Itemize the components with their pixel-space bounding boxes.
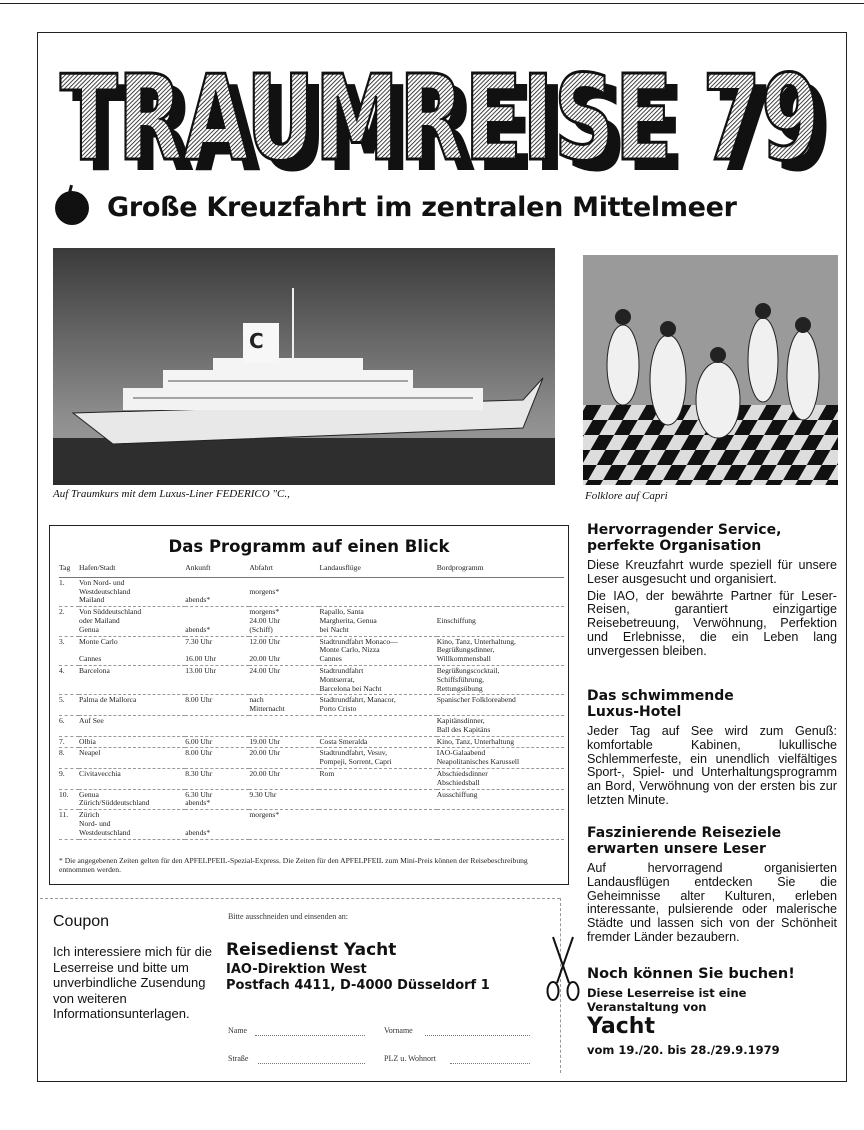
cell-ankunft: 6.30 Uhr abends*: [185, 789, 249, 810]
booking-brand: Yacht: [587, 1014, 655, 1039]
label-strasse: Straße: [228, 1054, 249, 1063]
cell-bordprogramm: Ausschiffung: [437, 789, 564, 810]
cell-bordprogramm: Einschiffung: [437, 607, 564, 636]
cell-ankunft: [185, 715, 249, 736]
cell-ankunft: 8.00 Uhr: [185, 695, 249, 716]
service-heading: Hervorragender Service, perfekte Organisation: [587, 522, 782, 554]
cell-landausfluege: Costa Smeralda: [319, 736, 436, 748]
cell-tag: 4.: [59, 665, 79, 694]
booking-heading: Noch können Sie buchen!: [587, 966, 795, 982]
table-row: [59, 695, 564, 716]
cell-bordprogramm: Kapitänsdinner, Ball des Kapitäns: [437, 715, 564, 736]
table-row: [59, 577, 564, 606]
destinations-para: Auf hervorragend organisierten Landausflügen entdecken Sie die Geheimnisse alter Kulturen, erleben interessante, pulsierende oder malerische Städte und lassen sich von der Schönheit fremder Länder bezaubern.: [587, 861, 837, 944]
cell-abfahrt: [249, 715, 319, 736]
cell-bordprogramm: Abschiedsdinner Abschiedsball: [437, 768, 564, 789]
program-body: [59, 577, 564, 839]
cell-abfahrt: 12.00 Uhr 20.00 Uhr: [249, 636, 319, 665]
folklore-photo: [583, 255, 838, 485]
table-row: [59, 636, 564, 665]
cell-abfahrt: 20.00 Uhr: [249, 768, 319, 789]
cell-tag: 3.: [59, 636, 79, 665]
program-footnote: * Die angegebenen Zeiten gelten für den APFELPFEIL-Spezial-Express. Die Zeiten für den APFELPFEIL zum Mini-Preis können der Reisebeschreibung entnommen werden.: [59, 856, 528, 874]
subtitle-row: [55, 185, 737, 230]
cell-abfahrt: morgens*: [249, 810, 319, 839]
destinations-heading: Faszinierende Reiseziele erwarten unsere Leser: [587, 825, 782, 857]
folklore-caption: Folklore auf Capri: [585, 490, 668, 502]
headline-text: TRAUMREISE 79: [60, 58, 820, 178]
cell-tag: 2.: [59, 607, 79, 636]
field-strasse[interactable]: [258, 1063, 365, 1064]
cell-bordprogramm: [437, 577, 564, 606]
table-row: [59, 665, 564, 694]
table-row: [59, 768, 564, 789]
svg-text:C: C: [249, 329, 264, 353]
headline-graphic: [52, 58, 832, 178]
cell-bordprogramm: IAO-Galaabend Neapolitanisches Karussell: [437, 748, 564, 769]
cell-ankunft: abends*: [185, 577, 249, 606]
booking-subtext: Diese Leserreise ist eine Veranstaltung von: [587, 986, 747, 1014]
table-row: [59, 748, 564, 769]
label-name: Name: [228, 1026, 248, 1035]
coupon-text: Ich interessiere mich für die Leserreise und bitte um unverbindliche Zusendung von weiteren Informationsunterlagen.: [53, 944, 212, 1021]
cell-tag: 1.: [59, 577, 79, 606]
cell-tag: 8.: [59, 748, 79, 769]
cell-ankunft: 8.00 Uhr: [185, 748, 249, 769]
cell-ankunft: 8.30 Uhr: [185, 768, 249, 789]
table-row: [59, 789, 564, 810]
field-name[interactable]: [255, 1035, 365, 1036]
col-tag: Tag: [59, 564, 79, 577]
table-row: [59, 736, 564, 748]
label-vorname: Vorname: [384, 1026, 413, 1035]
cell-hafen: Neapel: [79, 748, 185, 769]
field-plz[interactable]: [450, 1063, 530, 1064]
send-note: Bitte ausschneiden und einsenden an:: [228, 912, 348, 921]
col-landausfluege: Landausflüge: [319, 564, 436, 577]
cell-landausfluege: Stadtrundfahrt Montserrat, Barcelona bei Nacht: [319, 665, 436, 694]
booking-dates: vom 19./20. bis 28./29.9.1979: [587, 1043, 780, 1057]
cell-abfahrt: nach Mitternacht: [249, 695, 319, 716]
cell-abfahrt: 24.00 Uhr: [249, 665, 319, 694]
address-line-3: Postfach 4411, D-4000 Düsseldorf 1: [226, 978, 490, 993]
cell-hafen: Monte Carlo Cannes: [79, 636, 185, 665]
cell-landausfluege: Stadtrundfahrt Monaco— Monte Carlo, Nizza Cannes: [319, 636, 436, 665]
cell-tag: 11.: [59, 810, 79, 839]
col-ankunft: Ankunft: [185, 564, 249, 577]
hotel-heading: Das schwimmende Luxus-Hotel: [587, 688, 734, 720]
ship-caption: Auf Traumkurs mit dem Luxus-Liner FEDERICO "C.,: [53, 488, 290, 500]
top-rule: [0, 3, 864, 4]
scissors-icon: [543, 935, 583, 1005]
cell-tag: 5.: [59, 695, 79, 716]
program-header-row: [59, 564, 564, 577]
address-name: Reisedienst Yacht: [226, 940, 397, 960]
cell-abfahrt: morgens*: [249, 577, 319, 606]
headline-shadow: TRAUMREISE 79: [72, 60, 832, 178]
cell-ankunft: 7.30 Uhr 16.00 Uhr: [185, 636, 249, 665]
table-row: [59, 607, 564, 636]
apple-bullet-icon: [55, 191, 89, 225]
cell-abfahrt: 20.00 Uhr: [249, 748, 319, 769]
cell-tag: 9.: [59, 768, 79, 789]
section-hotel: [587, 688, 837, 808]
cell-abfahrt: 9.30 Uhr: [249, 789, 319, 810]
cell-hafen: Genua Zürich/Süddeutschland: [79, 789, 185, 810]
cell-ankunft: abends*: [185, 810, 249, 839]
cell-abfahrt: 19.00 Uhr: [249, 736, 319, 748]
address-line-2: IAO-Direktion West: [226, 962, 367, 977]
cut-line-top: [40, 898, 560, 899]
cell-landausfluege: Stadtrundfahrt, Vesuv, Pompeji, Sorrent, Capri: [319, 748, 436, 769]
cell-landausfluege: Rapallo, Santa Margherita, Genua bei Nacht: [319, 607, 436, 636]
program-table: [59, 564, 564, 840]
label-plz: PLZ u. Wohnort: [384, 1054, 436, 1063]
cell-tag: 7.: [59, 736, 79, 748]
program-title: Das Programm auf einen Blick: [168, 537, 450, 556]
cell-landausfluege: [319, 577, 436, 606]
section-service: [587, 522, 837, 659]
cell-landausfluege: Stadtrundfahrt, Manacor, Porto Cristo: [319, 695, 436, 716]
cell-abfahrt: morgens* 24.00 Uhr (Schiff): [249, 607, 319, 636]
headline: [52, 58, 832, 178]
cell-tag: 6.: [59, 715, 79, 736]
section-destinations: [587, 825, 837, 945]
cell-hafen: Olbia: [79, 736, 185, 748]
cell-hafen: Auf See: [79, 715, 185, 736]
cell-ankunft: abends*: [185, 607, 249, 636]
service-para-2: Die IAO, der bewährte Partner für Leser-Reisen, garantiert einzigartige Reisebetreuung, Verwöhnung, Perfektion und Erlebnisse, die ein Leben lang unvergessen bleiben.: [587, 588, 837, 658]
cell-hafen: Palma de Mallorca: [79, 695, 185, 716]
hotel-para: Jeder Tag auf See wird zum Genuß: komfortable Kabinen, lukullische Schlemmerfeste, ein unendlich vielfältiges Sport-, Spiel- und Unterhaltungsprogramm an Bord, Verwöhnung von der ersten bis zur letzten Minute.: [587, 724, 837, 807]
cell-hafen: Barcelona: [79, 665, 185, 694]
cell-landausfluege: Rom: [319, 768, 436, 789]
subtitle: Große Kreuzfahrt im zentralen Mittelmeer: [107, 192, 737, 223]
col-bordprogramm: Bordprogramm: [437, 564, 564, 577]
cell-bordprogramm: Begrüßungscocktail, Schiffsführung, Rettungsübung: [437, 665, 564, 694]
ship-photo: [53, 248, 555, 485]
cell-hafen: Civitavecchia: [79, 768, 185, 789]
cell-landausfluege: [319, 810, 436, 839]
table-row: [59, 810, 564, 839]
cell-bordprogramm: Kino, Tanz, Unterhaltung: [437, 736, 564, 748]
table-row: [59, 715, 564, 736]
cell-bordprogramm: [437, 810, 564, 839]
coupon-title: Coupon: [53, 913, 110, 930]
cell-bordprogramm: Spanischer Folkloreabend: [437, 695, 564, 716]
cell-hafen: Zürich Nord- und Westdeutschland: [79, 810, 185, 839]
cell-ankunft: 6.00 Uhr: [185, 736, 249, 748]
cell-ankunft: 13.00 Uhr: [185, 665, 249, 694]
section-booking: [587, 966, 837, 1057]
cell-hafen: Von Süddeutschland oder Mailand Genua: [79, 607, 185, 636]
cell-hafen: Von Nord- und Westdeutschland Mailand: [79, 577, 185, 606]
col-hafen: Hafen/Stadt: [79, 564, 185, 577]
col-abfahrt: Abfahrt: [249, 564, 319, 577]
cell-bordprogramm: Kino, Tanz, Unterhaltung, Begrüßungsdinner, Willkommensball: [437, 636, 564, 665]
cell-tag: 10.: [59, 789, 79, 810]
cell-landausfluege: [319, 715, 436, 736]
field-vorname[interactable]: [425, 1035, 530, 1036]
program-box: [49, 525, 569, 885]
service-para-1: Diese Kreuzfahrt wurde speziell für unsere Leser ausgesucht und organisiert.: [587, 558, 837, 586]
cell-landausfluege: [319, 789, 436, 810]
